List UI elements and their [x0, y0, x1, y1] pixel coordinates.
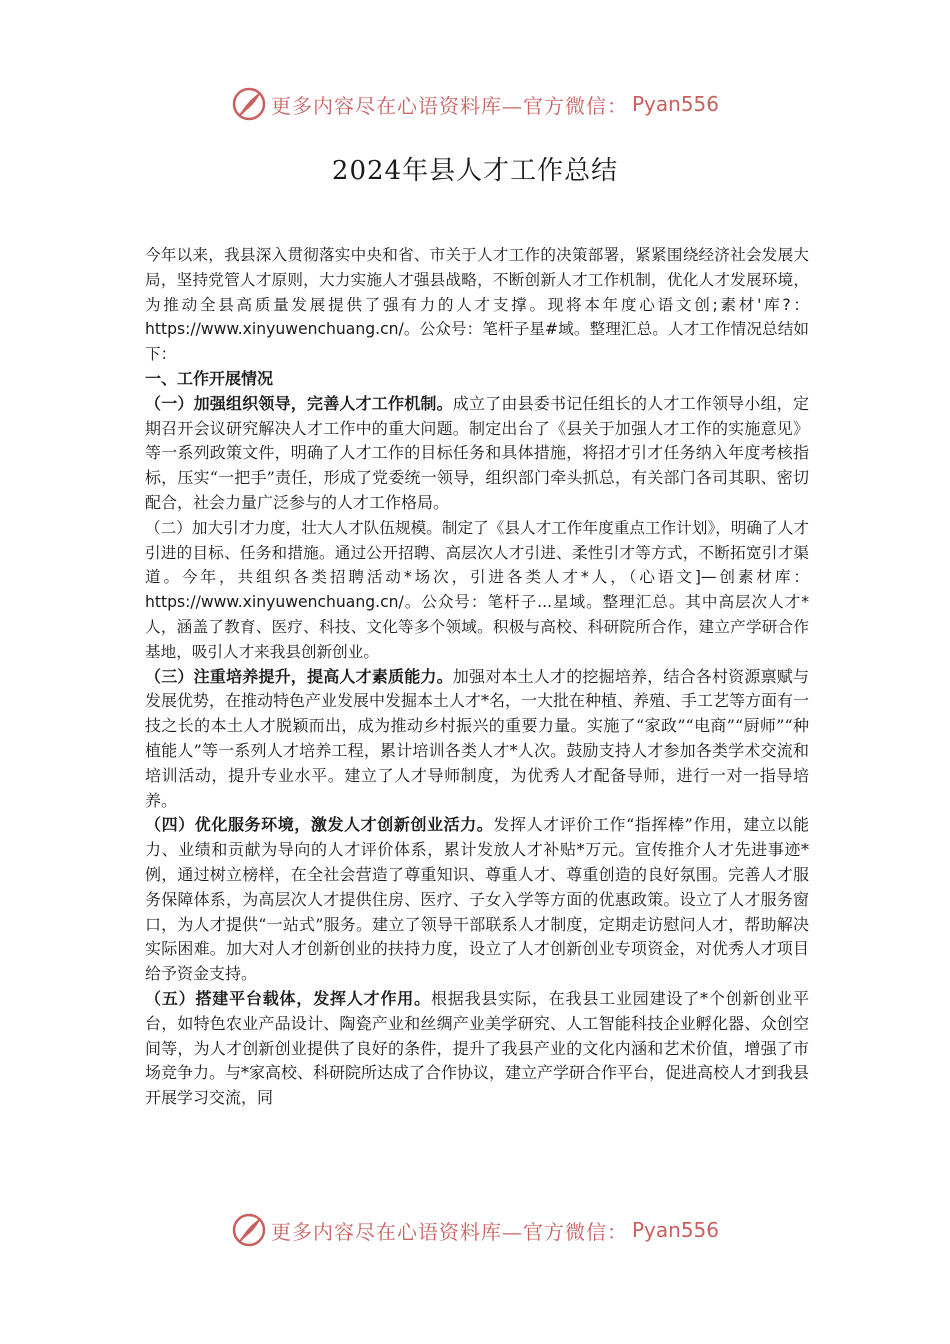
document-body: [145, 243, 809, 1111]
paragraph-lead: （一）加强组织领导，完善人才工作机制。: [145, 393, 453, 413]
paragraph-text: 制定了《县人才工作年度重点工作计划》，明确了人才引进的目标、任务和措施。通过公开招聘、高层次人才引进、柔性引才等方式，不断拓宽引才渠道。今年，共组织各类招聘活动*场次，引进各类人才*人，（心语文]—创素材库：https://www.xinyuwenchuang.cn/。公众号：笔杆子...星域。整理汇总。其中高层次人才*人，涵盖了教育、医疗、科技、文化等多个领域。积极与高校、科研院所合作，建立产学研合作基地，吸引人才来我县创新创业。: [145, 518, 809, 661]
watermark-banner-top: [0, 84, 950, 124]
intro-paragraph: 今年以来，我县深入贯彻落实中央和省、市关于人才工作的决策部署，紧紧围绕经济社会发展大局，坚持党管人才原则，大力实施人才强县战略，不断创新人才工作机制，优化人才发展环境，为推动全县高质量发展提供了强有力的人才支撑。现将本年度心语文创;素材'库?：https://www.xinyuwenchuang.cn/。公众号：笔杆子星#域。整理汇总。人才工作情况总结如下：: [145, 246, 809, 364]
watermark-wechat-id: Pyan556: [631, 1218, 719, 1242]
section-heading: 一、工作开展情况: [145, 368, 274, 388]
paragraph-text: 发挥人才评价工作“指挥棒”作用，建立以能力、业绩和贡献为导向的人才评价体系，累计发放人才补贴*万元。宣传推介人才先进事迹*例，通过树立榜样，在全社会营造了尊重知识、尊重人才、尊重创造的良好氛围。完善人才服务保障体系，为高层次人才提供住房、医疗、子女入学等方面的优惠政策。设立了人才服务窗口，为人才提供“一站式”服务。建立了领导干部联系人才制度，定期走访慰问人才，帮助解决实际困难。加大对人才创新创业的扶持力度，设立了人才创新创业专项资金，对优秀人才项目给予资金支持。: [145, 815, 809, 984]
quill-pen-logo-icon: [231, 1212, 267, 1248]
paragraph-1: [145, 392, 809, 516]
paragraph-3: [145, 665, 809, 814]
document-title: 2024年县人才工作总结: [331, 156, 619, 186]
paragraph-text: 根据我县实际，在我县工业园建设了*个创新创业平台，如特色农业产品设计、陶瓷产业和丝绸产业美学研究、人工智能科技企业孵化器、众创空间等，为人才创新创业提供了良好的条件，提升了我县产业的文化内涵和艺术价值，增强了市场竞争力。与*家高校、科研院所达成了合作协议，建立产学研合作平台，促进高校人才到我县开展学习交流，同: [145, 988, 810, 1108]
paragraph-4: [145, 813, 809, 987]
watermark-text: 更多内容尽在心语资料库—官方微信：: [270, 93, 628, 118]
paragraph-2: [145, 516, 809, 665]
paragraph-text: 成立了由县委书记任组长的人才工作领导小组，定期召开会议研究解决人才工作中的重大问题。制定出台了《县关于加强人才工作的实施意见》等一系列政策文件，明确了人才工作的目标任务和具体措施，将招才引才任务纳入年度考核指标，压实“一把手”责任，形成了党委统一领导，组织部门牵头抓总，有关部门各司其职、密切配合，社会力量广泛参与的人才工作格局。: [145, 393, 809, 512]
paragraph-lead: （二）加大引才力度，壮大人才队伍规模。: [145, 518, 442, 537]
paragraph-5: [145, 987, 809, 1111]
watermark-wechat-id: Pyan556: [631, 92, 719, 116]
quill-pen-logo-icon: [231, 86, 267, 122]
paragraph-text: 加强对本土人才的挖掘培养，结合各村资源禀赋与发展优势，在推动特色产业发展中发掘本土人才*名，一大批在种植、养殖、手工艺等方面有一技之长的本土人才脱颖而出，成为推动乡村振兴的重要力量。实施了“家政”“电商”“厨师”“种植能人”等一系列人才培养工程，累计培训各类人才*人次。鼓励支持人才参加各类学术交流和培训活动，提升专业水平。建立了人才导师制度，为优秀人才配备导师，进行一对一指导培养。: [145, 666, 810, 810]
watermark-text: 更多内容尽在心语资料库—官方微信：: [270, 1219, 628, 1244]
paragraph-lead: （四）优化服务环境，激发人才创新创业活力。: [145, 815, 494, 835]
watermark-banner-bottom: [0, 1210, 950, 1250]
paragraph-lead: （五）搭建平台载体，发挥人才作用。: [145, 988, 431, 1008]
paragraph-lead: （三）注重培养提升，提高人才素质能力。: [145, 666, 453, 686]
